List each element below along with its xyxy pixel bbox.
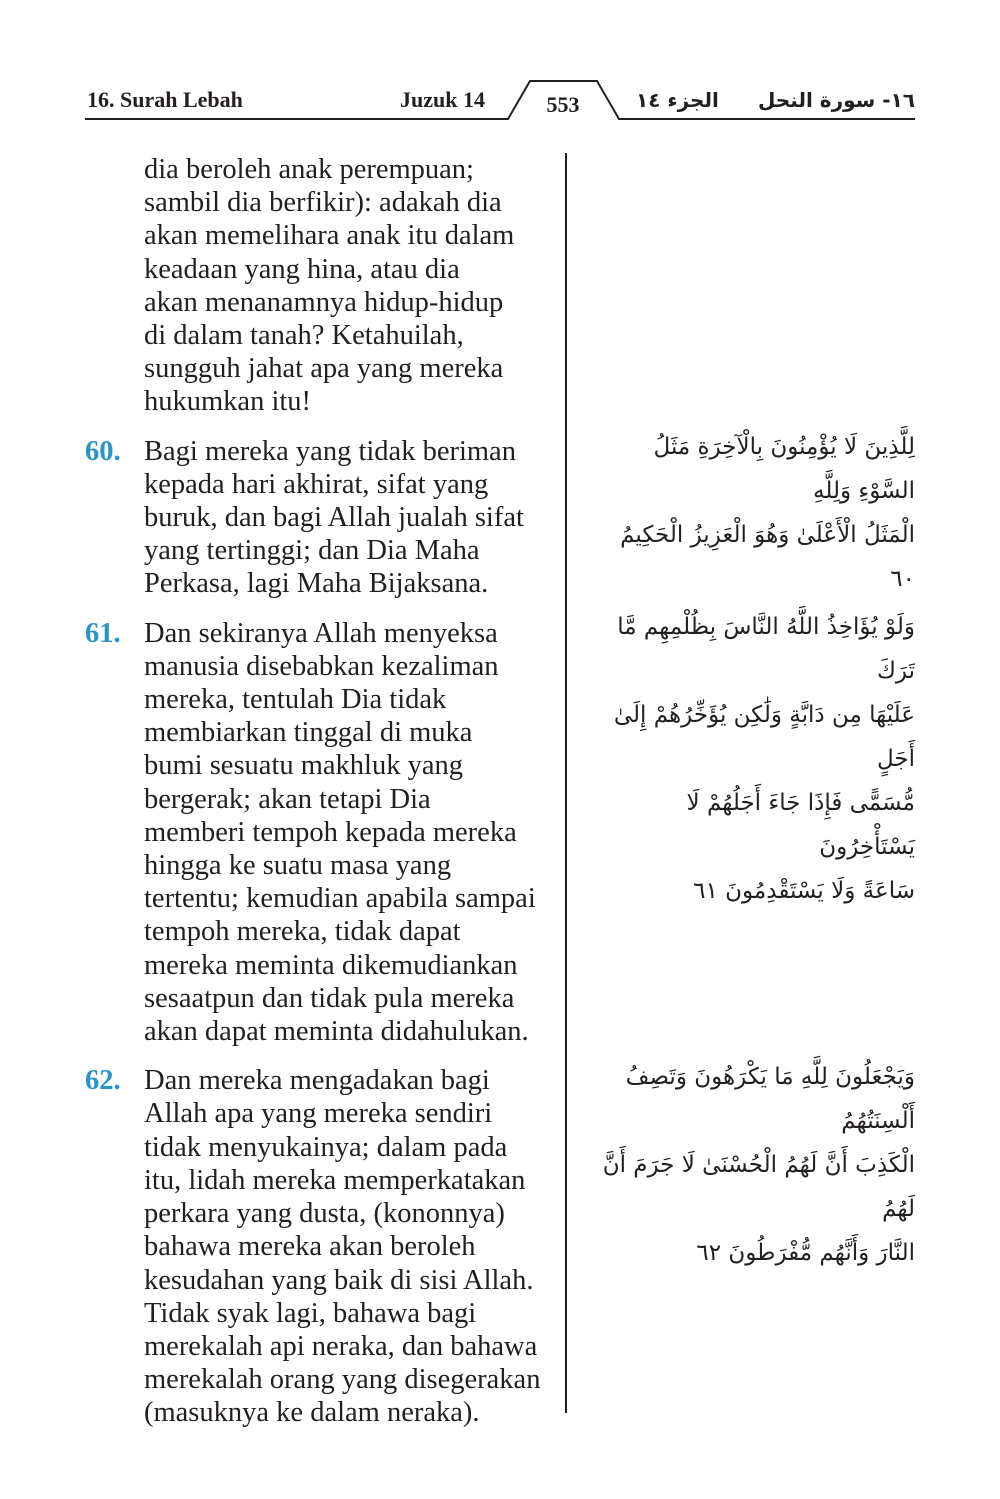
verse-60	[85, 435, 560, 601]
translation-column	[85, 153, 560, 1430]
verse-number: 61.	[85, 617, 121, 649]
page-number: 553	[546, 92, 580, 117]
page-header	[0, 0, 1000, 125]
verse-translation: Bagi mereka yang tidak beriman kepada hari akhirat, sifat yang buruk, dan bagi Allah jualah sifat yang tertinggi; dan Dia Maha Perkasa, lagi Maha Bijaksana.	[144, 435, 524, 600]
juzuk-label-arabic: الجزء ١٤	[636, 88, 719, 112]
verse-61-arabic: وَلَوْ يُؤَاخِذُ اللَّهُ النَّاسَ بِظُلْمِهِم مَّا تَرَكَ عَلَيْهَا مِن دَابَّةٍ وَلَٰكِن يُؤَخِّرُهُمْ إِلَىٰ أَجَلٍ مُّسَمًّى فَإِذَا جَاءَ أَجَلُهُمْ لَا يَسْتَأْخِرُونَ سَاعَةً وَلَا يَسْتَقْدِمُونَ ٦١	[613, 614, 915, 904]
verse-translation: Dan mereka mengadakan bagi Allah apa yang mereka sendiri tidak menyukainya; dalam pada itu, lidah mereka memperkatakan perkara yang dusta, (kononnya) bahawa mereka akan beroleh kesudahan yang baik di sisi Allah. Tidak syak lagi, bahawa bagi merekalah api neraka, dan bahawa merekalah orang yang disegerakan (masuknya ke dalam neraka).	[144, 1065, 541, 1429]
column-divider	[565, 153, 567, 1413]
verse-translation: Dan sekiranya Allah menyeksa manusia disebabkan kezaliman mereka, tentulah Dia tidak membiarkan tinggal di muka bumi sesuatu makhluk yang bergerak; akan tetapi Dia memberi tempoh kepada mereka hingga ke suatu masa yang tertentu; kemudian apabila sampai tempoh mereka, tidak dapat mereka meminta dikemudiankan sesaatpun dan tidak pula mereka akan dapat meminta didahulukan.	[144, 617, 536, 1048]
verse-60-arabic: لِلَّذِينَ لَا يُؤْمِنُونَ بِالْآخِرَةِ مَثَلُ السَّوْءِ وَلِلَّهِ الْمَثَلُ الْأَعْلَىٰ وَهُوَ الْعَزِيزُ الْحَكِيمُ ٦٠	[620, 434, 915, 592]
verse-number: 60.	[85, 435, 121, 467]
continuation-paragraph	[85, 153, 560, 419]
juzuk-label-latin: Juzuk 14	[400, 87, 485, 112]
continuation-text: dia beroleh anak perempuan; sambil dia berfikir): adakah dia akan memelihara anak itu dalam keadaan yang hina, atau dia akan menanamnya hidup-hidup di dalam tanah? Ketahuilah, sungguh jahat apa yang mereka hukumkan itu!	[144, 154, 515, 418]
verse-61	[85, 617, 560, 1049]
surah-title-latin: 16. Surah Lebah	[87, 87, 243, 112]
surah-title-arabic: ١٦- سورة النحل	[758, 88, 915, 112]
verse-number: 62.	[85, 1065, 121, 1097]
verse-62-arabic: وَيَجْعَلُونَ لِلَّهِ مَا يَكْرَهُونَ وَتَصِفُ أَلْسِنَتُهُمُ الْكَذِبَ أَنَّ لَهُمُ الْحُسْنَىٰ لَا جَرَمَ أَنَّ لَهُمُ النَّارَ وَأَنَّهُم مُّفْرَطُونَ ٦٢	[602, 1064, 915, 1266]
header-rule	[0, 0, 1000, 125]
verse-62	[85, 1064, 560, 1429]
